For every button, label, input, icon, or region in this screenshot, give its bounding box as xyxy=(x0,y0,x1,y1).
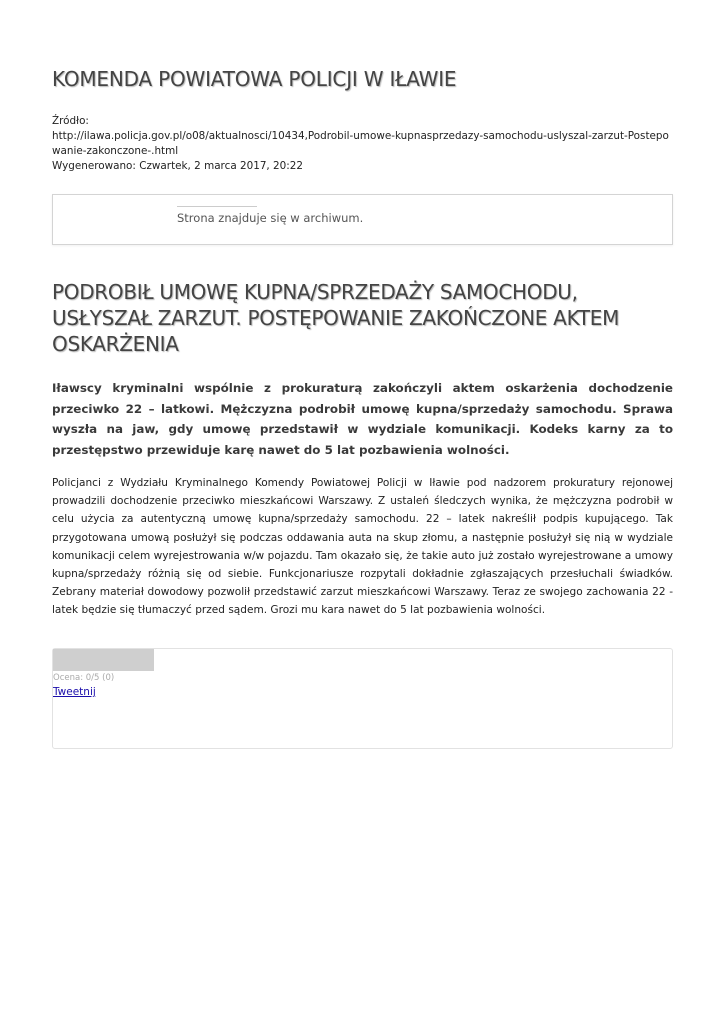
archive-divider xyxy=(177,206,257,207)
site-title: KOMENDA POWIATOWA POLICJI W IŁAWIE xyxy=(52,67,457,91)
source-info xyxy=(52,114,673,174)
rating-text: Ocena: 0/5 (0) xyxy=(53,673,115,683)
tweet-link[interactable]: Tweetnij xyxy=(53,686,96,698)
archive-notice-text: Strona znajduje się w archiwum. xyxy=(177,211,364,225)
rating-box xyxy=(52,648,673,749)
source-url: http://ilawa.policja.gov.pl/o08/aktualnosci/10434,Podrobil-umowe-kupnasprzedazy-samochodu-uslyszal-zarzut-Postepowanie-zakonczone-.html xyxy=(52,130,669,157)
rating-stars[interactable] xyxy=(53,649,154,671)
generated-date: Wygenerowano: Czwartek, 2 marca 2017, 20:22 xyxy=(52,160,303,172)
archive-notice xyxy=(52,194,673,245)
article-title: PODROBIŁ UMOWĘ KUPNA/SPRZEDAŻY SAMOCHODU, USŁYSZAŁ ZARZUT. POSTĘPOWANIE ZAKOŃCZONE AKTEM OSKARŻENIA xyxy=(52,280,620,356)
article-lead: Iławscy kryminalni wspólnie z prokuraturą zakończyli aktem oskarżenia dochodzenie przeciwko 22 – latkowi. Mężczyzna podrobił umowę kupna/sprzedaży samochodu. Sprawa wyszła na jaw, gdy umowę przedstawił w wydziale komunikacji. Kodeks karny za to przestępstwo przewiduje karę nawet do 5 lat pozbawienia wolności. xyxy=(52,381,673,457)
source-label: Źródło: xyxy=(52,115,89,127)
article-body: Policjanci z Wydziału Kryminalnego Komendy Powiatowej Policji w Iławie pod nadzorem prokuratury rejonowej prowadzili dochodzenie przeciwko mieszkańcowi Warszawy. Z ustaleń śledczych wynika, że mężczyzna podrobił w celu użycia za autentyczną umowę kupna/sprzedaży samochodu. 22 – latek nakreślił podpis kupującego. Tak przygotowana umową posłużył się podczas oddawania auta na skup złomu, a następnie posłużył się nią w wydziale komunikacji celem wyrejestrowania w/w pojazdu. Tam okazało się, że takie auto już zostało wyrejestrowane a umowy kupna/sprzedaży różnią się od siebie. Funkcjonariusze rozpytali dokładnie zgłaszających przesłuchali świadków. Zebrany materiał dowodowy pozwolił przedstawić zarzut mieszkańcowi Warszawy. Teraz ze swojego zachowania 22 - latek będzie się tłumaczyć przed sądem. Grozi mu kara nawet do 5 lat pozbawienia wolności. xyxy=(52,477,673,617)
